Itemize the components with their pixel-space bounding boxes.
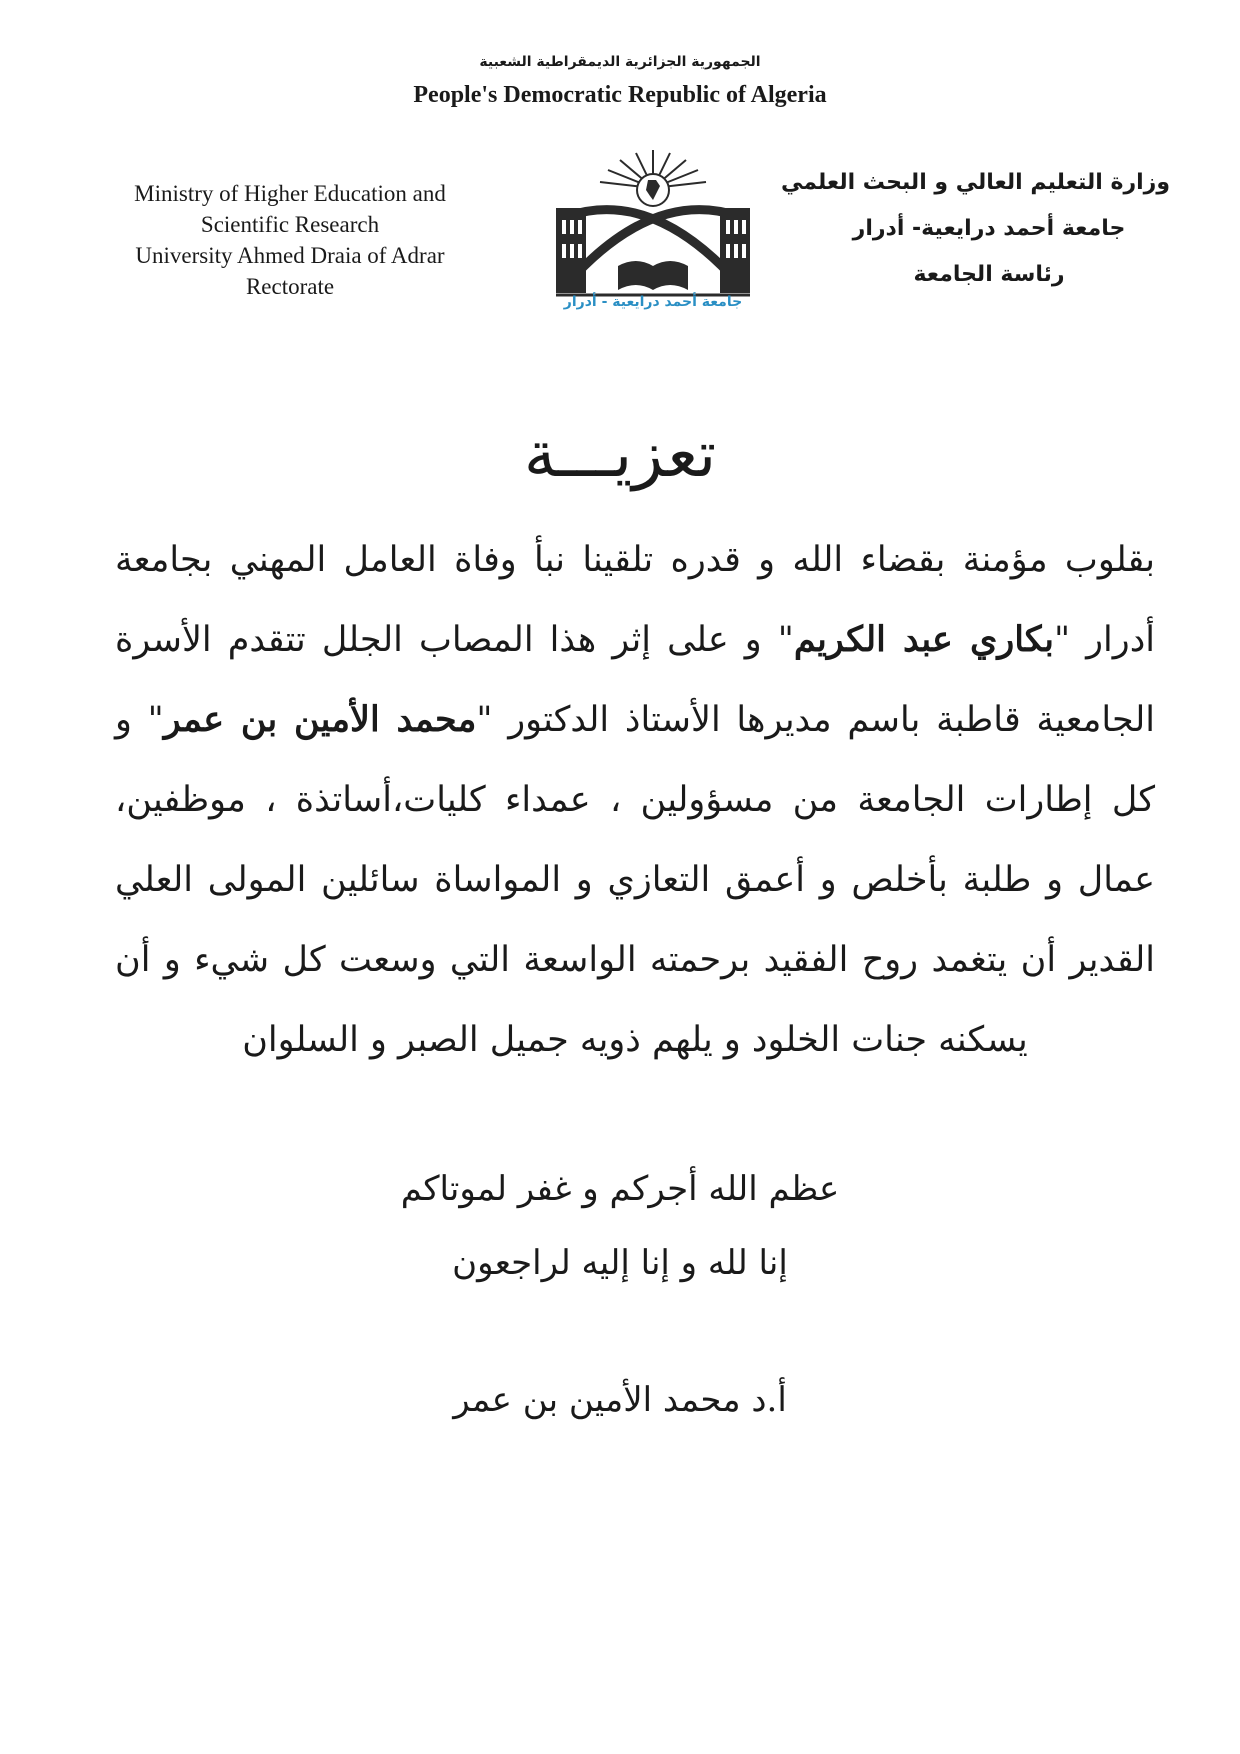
condolence-body [115,520,1155,1080]
body-text-part: " و كل إطارات الجامعة من مسؤولين ، عمداء كليات،أساتذة ، موظفين، عمال و طلبة بأخلص و أعمق التعازي و المواساة سائلين المولى العلي القدير أن يتغمد روح الفقيد برحمته الواسعة التي وسعت كل شيء و أن يسكنه جنات الخلود و يلهم ذويه جميل الصبر و السلوان [115,700,1155,1060]
ministry-block-arabic [780,160,1170,298]
ministry-block-english [110,178,470,302]
republic-name-arabic: الجمهورية الجزائرية الديمقراطية الشعبية [479,54,761,70]
body-text-part: بقلوب مؤمنة بقضاء الله و قدره تلقينا نبأ وفاة العامل المهني بجامعة أدرار " [115,540,1155,660]
signature: أ.د محمد الأمين بن عمر [453,1380,787,1420]
ministry-line: Ministry of Higher Education and [134,181,446,206]
closing-prayer [0,1152,1240,1300]
university-line-arabic: جامعة أحمد درايعية- أدرار [852,216,1126,241]
ministry-line: Scientific Research [200,212,380,237]
closing-line: عظم الله أجركم و غفر لموتاكم [400,1169,840,1209]
university-line: University Ahmed Draia of Adrar [135,243,445,268]
logo-caption: جامعة أحمد درايعية - أدرار [563,294,743,310]
document-title: تعزيـــة [523,418,717,492]
republic-name-english: People's Democratic Republic of Algeria [413,82,827,108]
closing-line: إنا لله و إنا إليه لراجعون [452,1243,788,1283]
deceased-name: بكاري عبد الكريم [793,619,1054,660]
director-name: محمد الأمين بن عمر [163,699,477,740]
ministry-line-arabic: وزارة التعليم العالي و البحث العلمي [780,170,1170,195]
rectorate-line: Rectorate [245,274,335,299]
university-logo [548,148,758,318]
rectorate-line-arabic: رئاسة الجامعة [913,262,1065,287]
body-text-part: " و على إثر هذا المصاب الجلل تتقدم الأسرة الجامعية قاطبة باسم مديرها الأستاذ الدكتور " [115,620,1155,740]
